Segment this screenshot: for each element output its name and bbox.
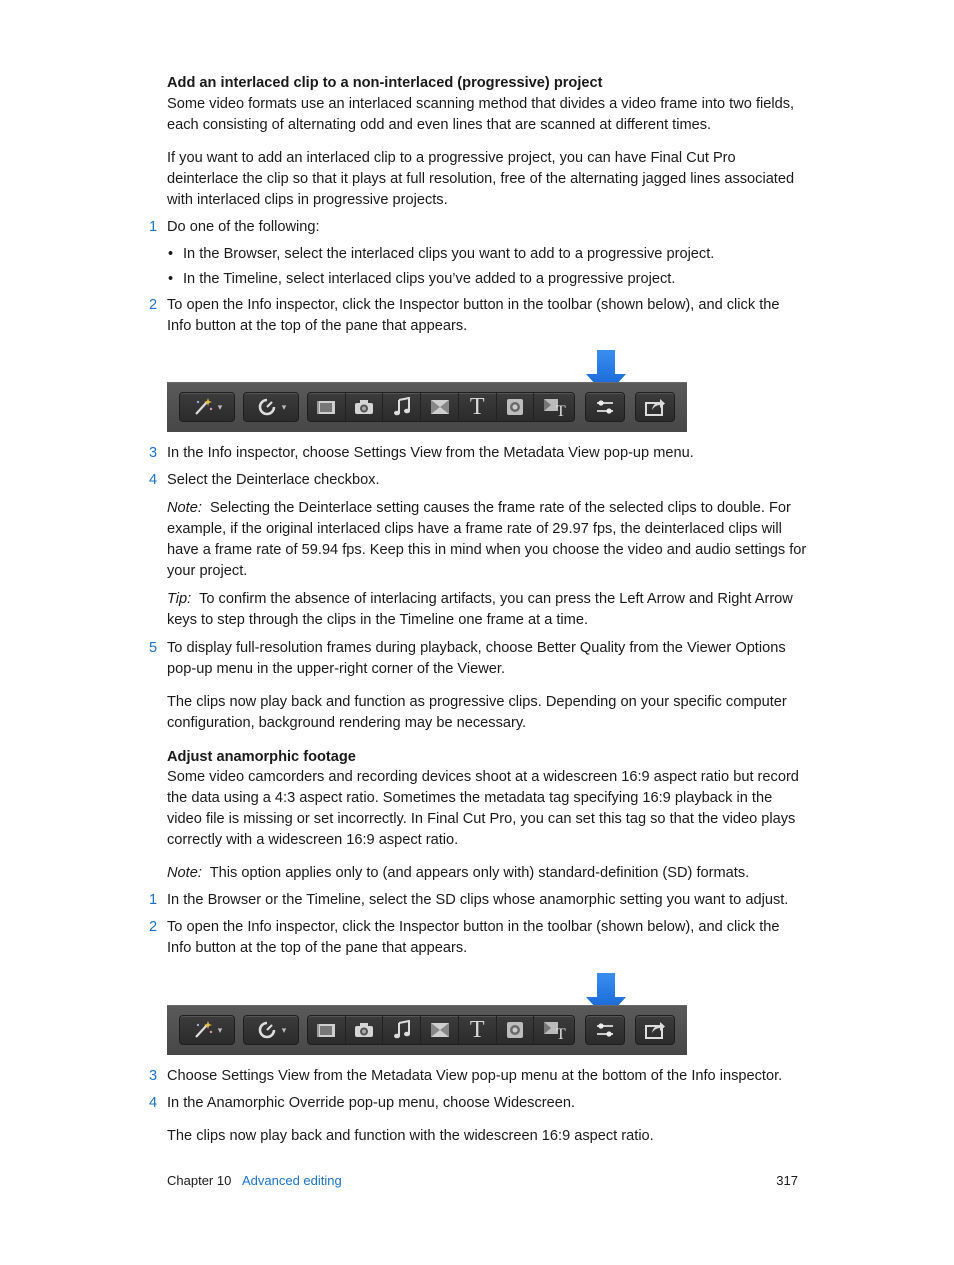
bullet-text: In the Timeline, select interlaced clips you’ve added to a progressive project. [183, 271, 676, 287]
titles-icon: T [459, 393, 497, 421]
step-text: Do one of the following: [167, 219, 320, 235]
tool-group [243, 392, 299, 422]
note-paragraph [167, 498, 807, 582]
camera-icon [346, 393, 384, 421]
result-paragraph: The clips now play back and function as progressive clips. Depending on your specific computer configuration, background rendering may be necessary. [167, 694, 787, 731]
toolbar-screenshot [167, 1005, 687, 1055]
step-number: 2 [149, 297, 158, 313]
magic-wand-icon [180, 393, 234, 421]
media-browser-group [307, 1015, 575, 1045]
footer-section-link[interactable]: Advanced editing [242, 1173, 342, 1188]
step-text: To open the Info inspector, click the Inspector button in the toolbar (shown below), and click the Info button at the top of the pane that appears. [167, 919, 780, 956]
section-heading-interlaced: Add an interlaced clip to a non-interlaced (progressive) project [167, 75, 603, 91]
paragraph-interlaced-deinterlace: If you want to add an interlaced clip to a progressive project, you can have Final Cut Pro deinterlace the clip so that it plays at full resolution, free of the alternating jagged lines associated with interlaced clips in progressive projects. [167, 150, 795, 208]
footer-chapter: Chapter 10 [167, 1173, 232, 1188]
step-text: In the Anamorphic Override pop-up menu, choose Widescreen. [167, 1095, 576, 1111]
share-icon [636, 393, 674, 421]
paragraph-interlaced-intro: Some video formats use an interlaced scanning method that divides a video frame into two fields, each consisting of alternating odd and even lines that are scanned at different times. [167, 96, 795, 133]
note-text: This option applies only to (and appears only with) standard-definition (SD) formats. [209, 865, 750, 881]
magic-wand-icon [180, 1016, 234, 1044]
step-number: 5 [149, 640, 158, 656]
filmstrip-icon [308, 1016, 346, 1044]
step-text: Select the Deinterlace checkbox. [167, 472, 380, 488]
share-icon [636, 1016, 674, 1044]
generator-icon [497, 393, 535, 421]
step-number: 1 [149, 219, 158, 235]
inspector-icon [586, 1016, 624, 1044]
camera-icon [346, 1016, 384, 1044]
page-number: 317 [776, 1173, 798, 1188]
retime-icon [244, 393, 298, 421]
caret-icon: ▾ [217, 1024, 223, 1035]
svg-text:T: T [556, 1026, 566, 1040]
step-number: 1 [149, 892, 158, 908]
tip-paragraph [167, 589, 807, 631]
media-browser-group [307, 392, 575, 422]
note-text: Selecting the Deinterlace setting causes the frame rate of the selected clips to double. For example, if the original interlaced clips have a frame rate of 29.97 fps, the deinterlaced clips will have a frame rate of 59.94 fps. Keep this in mind when you choose the video and audio settings for your project. [167, 500, 807, 579]
caret-icon: ▾ [281, 401, 287, 412]
note-label: Note: [167, 865, 202, 881]
retime-icon [244, 1016, 298, 1044]
share-button [635, 392, 675, 422]
filmstrip-icon [308, 393, 346, 421]
transition-icon [421, 393, 459, 421]
note-label: Note: [167, 500, 202, 516]
bullet-marker: • [168, 246, 174, 262]
section-heading-anamorphic: Adjust anamorphic footage [167, 749, 356, 765]
step-number: 2 [149, 919, 158, 935]
tip-text: To confirm the absence of interlacing artifacts, you can press the Left Arrow and Right Arrow keys to step through the clips in the Timeline one frame at a time. [167, 591, 793, 628]
titles-icon: T [459, 1016, 497, 1044]
tool-group [243, 1015, 299, 1045]
inspector-button [585, 1015, 625, 1045]
step-text: To display full-resolution frames during playback, choose Better Quality from the Viewer Options pop-up menu in the upper-right corner of the Viewer. [167, 640, 786, 677]
paragraph-anamorphic-intro: Some video camcorders and recording devices shoot at a widescreen 16:9 aspect ratio but record the data using a 4:3 aspect ratio. Sometimes the metadata tag specifying 16:9 playback in the video file is missing or set incorrectly. In Final Cut Pro, you can set this tag so that the video plays correctly with a widescreen 16:9 aspect ratio. [167, 769, 799, 848]
toolbar-screenshot [167, 382, 687, 432]
step-text: In the Browser or the Timeline, select the SD clips whose anamorphic setting you want to adjust. [167, 892, 789, 908]
svg-text:T: T [556, 403, 566, 417]
inspector-button [585, 392, 625, 422]
transition-icon [421, 1016, 459, 1044]
music-note-icon [383, 393, 421, 421]
tool-group [179, 392, 235, 422]
result-paragraph: The clips now play back and function with the widescreen 16:9 aspect ratio. [167, 1128, 654, 1144]
step-number: 3 [149, 1068, 158, 1084]
generator-icon [497, 1016, 535, 1044]
tool-group [179, 1015, 235, 1045]
step-number: 4 [149, 1095, 158, 1111]
step-number: 3 [149, 445, 158, 461]
inspector-icon [586, 393, 624, 421]
themes-icon [534, 393, 574, 421]
step-text: Choose Settings View from the Metadata View pop-up menu at the bottom of the Info inspector. [167, 1068, 783, 1084]
bullet-marker: • [168, 271, 174, 287]
caret-icon: ▾ [217, 401, 223, 412]
music-note-icon [383, 1016, 421, 1044]
step-text: In the Info inspector, choose Settings View from the Metadata View pop-up menu. [167, 445, 694, 461]
note-paragraph [167, 863, 807, 884]
share-button [635, 1015, 675, 1045]
themes-icon [534, 1016, 574, 1044]
caret-icon: ▾ [281, 1024, 287, 1035]
bullet-text: In the Browser, select the interlaced clips you want to add to a progressive project. [183, 246, 715, 262]
step-text: To open the Info inspector, click the Inspector button in the toolbar (shown below), and click the Info button at the top of the pane that appears. [167, 297, 780, 334]
step-number: 4 [149, 472, 158, 488]
tip-label: Tip: [167, 591, 192, 607]
